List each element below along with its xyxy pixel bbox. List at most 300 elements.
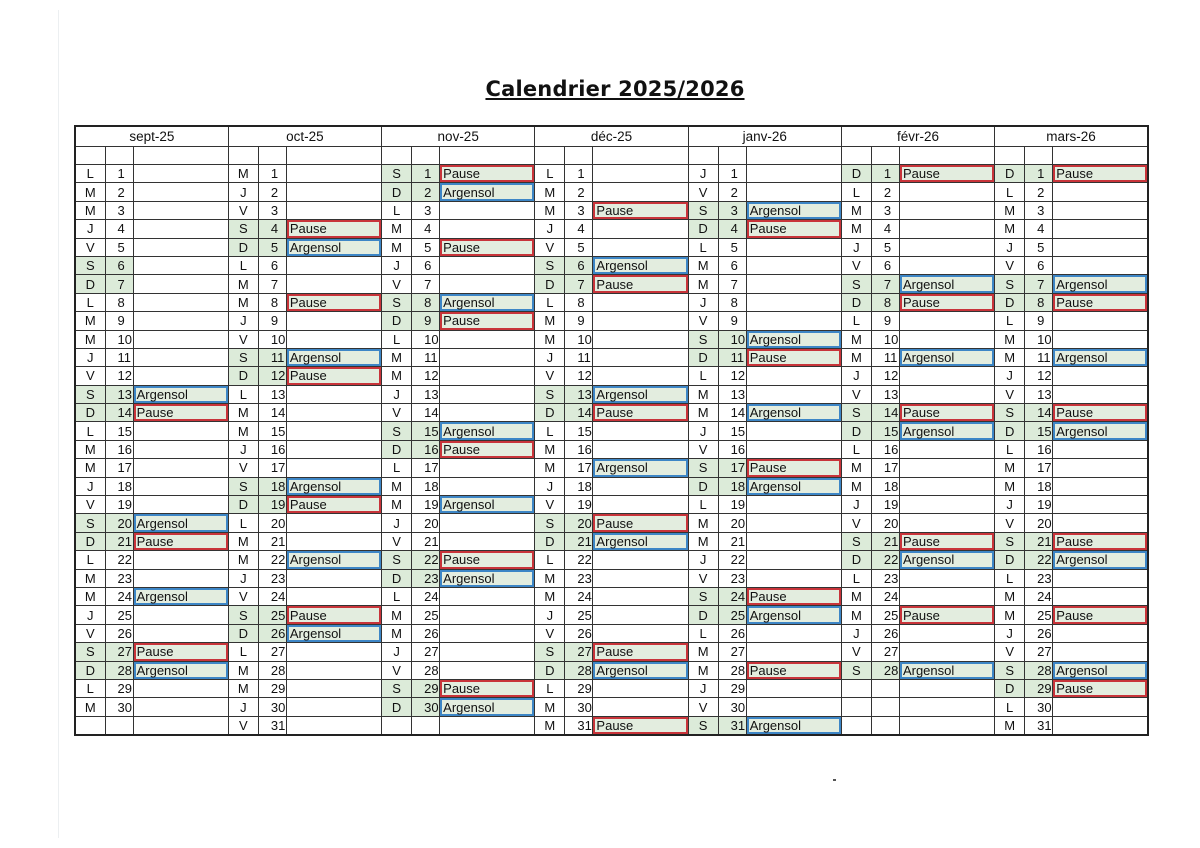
- weekday-letter: M: [688, 661, 718, 679]
- day-number: 1: [871, 165, 899, 183]
- event-cell: [746, 238, 841, 256]
- day-number: 30: [718, 698, 746, 716]
- day-number: 2: [105, 183, 133, 201]
- weekday-letter: J: [535, 348, 565, 366]
- weekday-letter: L: [228, 385, 258, 403]
- day-number: 6: [258, 256, 286, 274]
- day-number: 23: [871, 569, 899, 587]
- weekday-letter: L: [535, 551, 565, 569]
- weekday-letter: M: [841, 201, 871, 219]
- day-number: 14: [871, 404, 899, 422]
- event-cell: [133, 422, 228, 440]
- day-number: 9: [1025, 312, 1053, 330]
- event-cell: [133, 238, 228, 256]
- weekday-letter: L: [382, 587, 412, 605]
- day-number: 21: [258, 532, 286, 550]
- weekday-letter: L: [228, 643, 258, 661]
- day-number: 17: [412, 459, 440, 477]
- day-number: 19: [718, 496, 746, 514]
- day-number: 14: [105, 404, 133, 422]
- weekday-letter: M: [995, 477, 1025, 495]
- event-cell: [133, 477, 228, 495]
- event-pause: Pause: [440, 551, 535, 569]
- day-row: [75, 477, 1148, 495]
- weekday-letter: J: [228, 569, 258, 587]
- weekday-letter: V: [228, 330, 258, 348]
- weekday-letter: D: [535, 275, 565, 293]
- weekday-letter: J: [688, 422, 718, 440]
- day-number: 24: [565, 587, 593, 605]
- empty-cell: [565, 147, 593, 165]
- day-number: 21: [105, 532, 133, 550]
- day-number: 30: [258, 698, 286, 716]
- weekday-letter: L: [535, 679, 565, 697]
- event-pause: Pause: [746, 348, 841, 366]
- day-number: 23: [718, 569, 746, 587]
- day-number: [105, 716, 133, 735]
- day-number: 10: [258, 330, 286, 348]
- empty-cell: [105, 147, 133, 165]
- day-number: 9: [871, 312, 899, 330]
- event-pause: Pause: [1053, 532, 1148, 550]
- day-number: 3: [105, 201, 133, 219]
- day-number: 25: [258, 606, 286, 624]
- weekday-letter: S: [995, 275, 1025, 293]
- day-number: 22: [565, 551, 593, 569]
- event-cell: [593, 183, 688, 201]
- weekday-letter: J: [382, 643, 412, 661]
- event-cell: [133, 459, 228, 477]
- event-pause: Pause: [1053, 404, 1148, 422]
- weekday-letter: L: [75, 679, 105, 697]
- event-cell: [899, 256, 994, 274]
- day-number: 31: [718, 716, 746, 735]
- day-number: 19: [1025, 496, 1053, 514]
- day-number: 11: [871, 348, 899, 366]
- day-number: 25: [718, 606, 746, 624]
- weekday-letter: M: [382, 496, 412, 514]
- day-number: 24: [412, 587, 440, 605]
- event-cell: [286, 183, 381, 201]
- weekday-letter: L: [382, 459, 412, 477]
- day-number: 19: [565, 496, 593, 514]
- weekday-letter: M: [382, 348, 412, 366]
- weekday-letter: S: [75, 385, 105, 403]
- day-row: [75, 532, 1148, 550]
- day-number: 18: [105, 477, 133, 495]
- event-pause: Pause: [593, 514, 688, 532]
- weekday-letter: M: [228, 165, 258, 183]
- day-number: 18: [258, 477, 286, 495]
- weekday-letter: M: [75, 312, 105, 330]
- weekday-letter: M: [535, 569, 565, 587]
- weekday-letter: L: [995, 569, 1025, 587]
- day-number: 11: [565, 348, 593, 366]
- weekday-letter: S: [382, 422, 412, 440]
- event-pause: Pause: [593, 716, 688, 735]
- weekday-letter: M: [75, 587, 105, 605]
- weekday-letter: V: [995, 385, 1025, 403]
- event-cell: [1053, 201, 1148, 219]
- weekday-letter: V: [228, 201, 258, 219]
- event-cell: [593, 698, 688, 716]
- event-cell: [899, 459, 994, 477]
- day-number: 9: [105, 312, 133, 330]
- weekday-letter: S: [75, 643, 105, 661]
- day-number: 12: [1025, 367, 1053, 385]
- weekday-letter: J: [535, 606, 565, 624]
- weekday-letter: J: [382, 256, 412, 274]
- weekday-letter: [841, 698, 871, 716]
- weekday-letter: J: [382, 514, 412, 532]
- day-number: 10: [871, 330, 899, 348]
- event-pause: Pause: [899, 404, 994, 422]
- day-number: 21: [871, 532, 899, 550]
- day-number: 4: [718, 220, 746, 238]
- weekday-letter: J: [841, 624, 871, 642]
- day-number: 28: [871, 661, 899, 679]
- event-cell: [133, 165, 228, 183]
- day-row: [75, 422, 1148, 440]
- day-number: 19: [871, 496, 899, 514]
- day-number: 21: [1025, 532, 1053, 550]
- day-number: 29: [105, 679, 133, 697]
- day-number: 2: [565, 183, 593, 201]
- event-cell: [593, 293, 688, 311]
- weekday-letter: J: [688, 165, 718, 183]
- day-number: 5: [565, 238, 593, 256]
- weekday-letter: M: [75, 183, 105, 201]
- day-number: 28: [412, 661, 440, 679]
- day-number: 1: [718, 165, 746, 183]
- day-number: 17: [565, 459, 593, 477]
- day-number: 14: [412, 404, 440, 422]
- empty-cell: [258, 147, 286, 165]
- empty-cell: [746, 147, 841, 165]
- event-argensol: Argensol: [899, 348, 994, 366]
- day-number: 30: [412, 698, 440, 716]
- event-argensol: Argensol: [440, 183, 535, 201]
- weekday-letter: M: [535, 459, 565, 477]
- day-number: 2: [412, 183, 440, 201]
- month-header: janv-26: [688, 126, 841, 147]
- event-cell: [746, 183, 841, 201]
- weekday-letter: M: [75, 201, 105, 219]
- weekday-letter: M: [688, 385, 718, 403]
- day-row: [75, 643, 1148, 661]
- event-argensol: Argensol: [286, 551, 381, 569]
- weekday-letter: L: [688, 496, 718, 514]
- event-argensol: Argensol: [746, 201, 841, 219]
- day-number: 14: [258, 404, 286, 422]
- event-pause: Pause: [593, 643, 688, 661]
- weekday-letter: V: [535, 496, 565, 514]
- weekday-letter: V: [382, 404, 412, 422]
- weekday-letter: D: [228, 624, 258, 642]
- event-cell: [1053, 624, 1148, 642]
- weekday-letter: V: [841, 385, 871, 403]
- day-row: [75, 716, 1148, 735]
- event-pause: Pause: [133, 532, 228, 550]
- weekday-letter: J: [995, 624, 1025, 642]
- month-header: déc-25: [535, 126, 688, 147]
- weekday-letter: M: [382, 238, 412, 256]
- weekday-letter: S: [382, 679, 412, 697]
- day-row: [75, 183, 1148, 201]
- day-number: 29: [412, 679, 440, 697]
- weekday-letter: L: [75, 551, 105, 569]
- event-cell: [1053, 367, 1148, 385]
- event-argensol: Argensol: [746, 330, 841, 348]
- event-cell: [286, 201, 381, 219]
- event-cell: [440, 643, 535, 661]
- day-number: 8: [718, 293, 746, 311]
- event-cell: [746, 275, 841, 293]
- day-number: 9: [718, 312, 746, 330]
- weekday-letter: V: [75, 367, 105, 385]
- weekday-letter: J: [75, 348, 105, 366]
- empty-cell: [688, 147, 718, 165]
- day-number: 2: [871, 183, 899, 201]
- day-row: [75, 201, 1148, 219]
- day-row: [75, 385, 1148, 403]
- event-argensol: Argensol: [746, 606, 841, 624]
- day-number: 22: [258, 551, 286, 569]
- weekday-letter: J: [995, 367, 1025, 385]
- day-number: 16: [1025, 440, 1053, 458]
- weekday-letter: M: [995, 716, 1025, 735]
- day-number: 25: [565, 606, 593, 624]
- weekday-letter: M: [228, 275, 258, 293]
- weekday-letter: M: [688, 532, 718, 550]
- weekday-letter: M: [382, 367, 412, 385]
- weekday-letter: S: [535, 514, 565, 532]
- event-pause: Pause: [286, 606, 381, 624]
- day-number: 18: [718, 477, 746, 495]
- weekday-letter: D: [382, 183, 412, 201]
- empty-cell: [899, 147, 994, 165]
- weekday-letter: D: [75, 661, 105, 679]
- event-cell: [286, 661, 381, 679]
- month-header: sept-25: [75, 126, 228, 147]
- event-cell: [440, 201, 535, 219]
- day-number: 26: [871, 624, 899, 642]
- event-cell: [133, 348, 228, 366]
- day-number: 13: [565, 385, 593, 403]
- day-number: 21: [412, 532, 440, 550]
- event-pause: Pause: [440, 312, 535, 330]
- event-pause: Pause: [746, 220, 841, 238]
- weekday-letter: D: [535, 661, 565, 679]
- weekday-letter: J: [75, 477, 105, 495]
- weekday-letter: M: [382, 624, 412, 642]
- weekday-letter: J: [228, 698, 258, 716]
- day-number: 5: [412, 238, 440, 256]
- event-argensol: Argensol: [1053, 661, 1148, 679]
- weekday-letter: M: [688, 275, 718, 293]
- day-number: 13: [1025, 385, 1053, 403]
- weekday-letter: S: [535, 643, 565, 661]
- weekday-letter: V: [688, 698, 718, 716]
- weekday-letter: V: [382, 275, 412, 293]
- event-argensol: Argensol: [899, 275, 994, 293]
- event-cell: [746, 532, 841, 550]
- day-row: [75, 624, 1148, 642]
- event-argensol: Argensol: [746, 477, 841, 495]
- day-number: 15: [871, 422, 899, 440]
- day-number: 21: [718, 532, 746, 550]
- day-row: [75, 312, 1148, 330]
- event-cell: [1053, 514, 1148, 532]
- weekday-letter: M: [688, 514, 718, 532]
- event-cell: [593, 165, 688, 183]
- day-number: 16: [105, 440, 133, 458]
- day-number: 23: [412, 569, 440, 587]
- event-cell: [440, 477, 535, 495]
- day-number: 13: [412, 385, 440, 403]
- event-cell: [133, 201, 228, 219]
- day-number: 22: [105, 551, 133, 569]
- event-cell: [1053, 238, 1148, 256]
- weekday-letter: S: [75, 256, 105, 274]
- day-number: 17: [1025, 459, 1053, 477]
- weekday-letter: L: [382, 201, 412, 219]
- weekday-letter: J: [228, 440, 258, 458]
- weekday-letter: L: [995, 440, 1025, 458]
- event-cell: [1053, 183, 1148, 201]
- event-cell: [440, 606, 535, 624]
- event-cell: [899, 624, 994, 642]
- event-cell: [746, 367, 841, 385]
- event-argensol: Argensol: [593, 385, 688, 403]
- event-cell: [899, 238, 994, 256]
- event-cell: [746, 422, 841, 440]
- weekday-letter: V: [535, 367, 565, 385]
- day-number: 3: [258, 201, 286, 219]
- empty-cell: [871, 147, 899, 165]
- event-cell: [133, 256, 228, 274]
- event-cell: [133, 183, 228, 201]
- day-number: 12: [718, 367, 746, 385]
- event-cell: [593, 606, 688, 624]
- weekday-letter: J: [995, 238, 1025, 256]
- day-number: 17: [718, 459, 746, 477]
- weekday-letter: V: [688, 183, 718, 201]
- weekday-letter: S: [228, 348, 258, 366]
- weekday-letter: D: [382, 698, 412, 716]
- weekday-letter: [382, 716, 412, 735]
- weekday-letter: D: [535, 404, 565, 422]
- event-cell: [286, 698, 381, 716]
- event-cell: [746, 312, 841, 330]
- day-number: [412, 716, 440, 735]
- event-cell: [899, 312, 994, 330]
- event-cell: [133, 330, 228, 348]
- day-number: 7: [871, 275, 899, 293]
- weekday-letter: L: [995, 312, 1025, 330]
- event-cell: [133, 293, 228, 311]
- day-number: 5: [258, 238, 286, 256]
- weekday-letter: M: [228, 422, 258, 440]
- weekday-letter: S: [382, 551, 412, 569]
- weekday-letter: M: [841, 330, 871, 348]
- event-cell: [899, 367, 994, 385]
- event-cell: [440, 220, 535, 238]
- page-title: Calendrier 2025/2026: [485, 77, 745, 101]
- day-number: 24: [105, 587, 133, 605]
- month-header: mars-26: [995, 126, 1148, 147]
- weekday-letter: L: [535, 165, 565, 183]
- event-cell: [593, 238, 688, 256]
- day-number: 15: [258, 422, 286, 440]
- event-cell: [286, 716, 381, 735]
- event-pause: Pause: [440, 679, 535, 697]
- day-number: 15: [105, 422, 133, 440]
- day-number: 25: [1025, 606, 1053, 624]
- day-number: 6: [105, 256, 133, 274]
- month-header: févr-26: [841, 126, 994, 147]
- weekday-letter: J: [688, 551, 718, 569]
- weekday-letter: S: [688, 459, 718, 477]
- event-cell: [286, 275, 381, 293]
- event-pause: Pause: [899, 532, 994, 550]
- event-cell: [1053, 440, 1148, 458]
- weekday-letter: M: [688, 256, 718, 274]
- event-argensol: Argensol: [286, 477, 381, 495]
- day-number: 30: [565, 698, 593, 716]
- day-number: 26: [258, 624, 286, 642]
- event-cell: [133, 569, 228, 587]
- weekday-letter: V: [841, 643, 871, 661]
- day-row: [75, 606, 1148, 624]
- weekday-letter: L: [535, 422, 565, 440]
- event-cell: [746, 569, 841, 587]
- event-cell: [286, 532, 381, 550]
- event-cell: [746, 496, 841, 514]
- event-pause: Pause: [440, 440, 535, 458]
- event-cell: [440, 330, 535, 348]
- weekday-letter: M: [995, 587, 1025, 605]
- day-number: 4: [1025, 220, 1053, 238]
- weekday-letter: M: [841, 459, 871, 477]
- weekday-letter: S: [75, 514, 105, 532]
- weekday-letter: L: [841, 440, 871, 458]
- weekday-letter: J: [688, 293, 718, 311]
- scan-mark: [833, 779, 836, 781]
- event-argensol: Argensol: [133, 514, 228, 532]
- day-number: 20: [1025, 514, 1053, 532]
- event-cell: [440, 587, 535, 605]
- day-row: [75, 238, 1148, 256]
- weekday-letter: M: [228, 404, 258, 422]
- event-argensol: Argensol: [746, 404, 841, 422]
- event-argensol: Argensol: [440, 569, 535, 587]
- event-cell: [286, 459, 381, 477]
- day-number: 26: [718, 624, 746, 642]
- weekday-letter: M: [382, 477, 412, 495]
- event-cell: [899, 679, 994, 697]
- event-argensol: Argensol: [1053, 348, 1148, 366]
- weekday-letter: D: [688, 477, 718, 495]
- weekday-letter: L: [688, 238, 718, 256]
- event-cell: [1053, 477, 1148, 495]
- day-number: 27: [565, 643, 593, 661]
- weekday-letter: M: [228, 532, 258, 550]
- day-row: [75, 514, 1148, 532]
- day-number: 25: [412, 606, 440, 624]
- weekday-letter: V: [688, 440, 718, 458]
- weekday-letter: D: [228, 367, 258, 385]
